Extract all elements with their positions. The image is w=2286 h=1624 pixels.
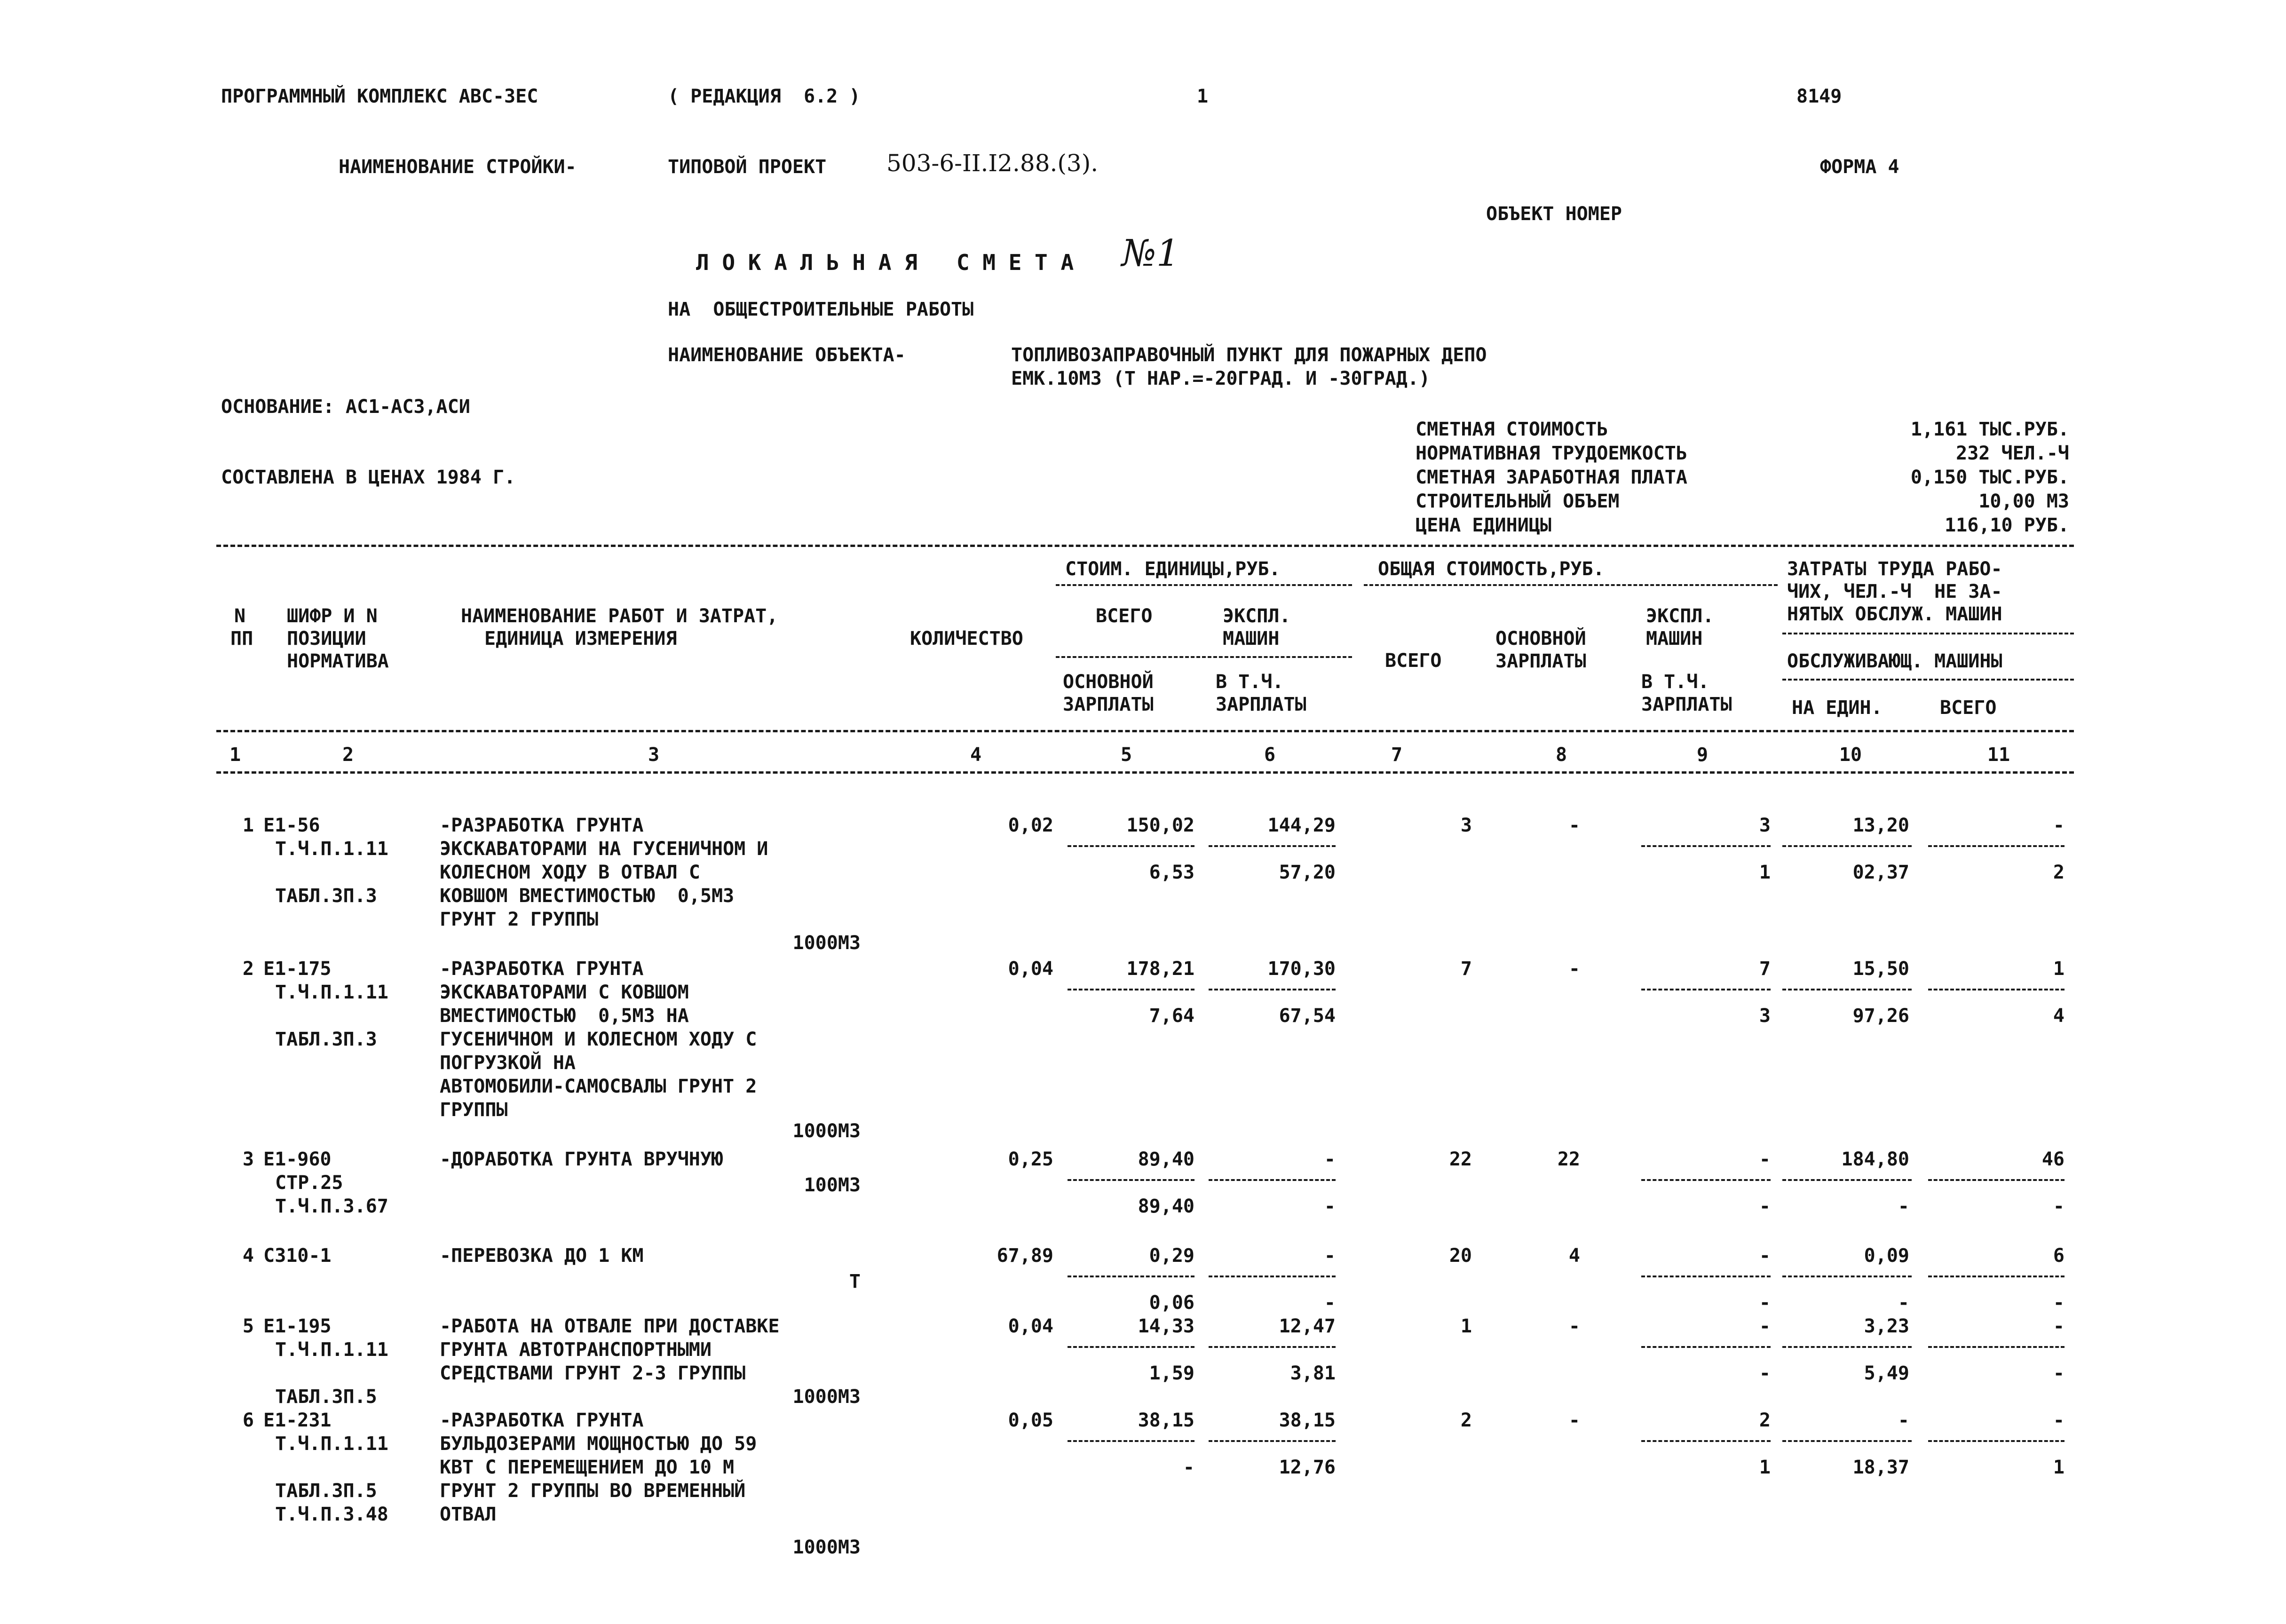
cell-separator — [1641, 1179, 1771, 1181]
cell-labor-total: 1 — [2053, 958, 2065, 980]
col-header-unit-incl-wage: ЗАРПЛАТЫ — [1216, 694, 1306, 715]
rule — [216, 730, 2074, 732]
cell-separator — [1782, 989, 1912, 990]
cell-labor-unit-serv: 5,49 — [1864, 1363, 1909, 1384]
cell-total-wage: 22 — [1557, 1149, 1580, 1170]
row-description: ГРУППЫ — [440, 1099, 508, 1121]
col-number: 11 — [1987, 744, 2010, 766]
cell-unit-machine-wage: 67,54 — [1279, 1005, 1336, 1027]
rule — [1056, 584, 1352, 586]
cell-labor-total: - — [2053, 815, 2065, 836]
row-description: ГУСЕНИЧНОМ И КОЛЕСНОМ ХОДУ С — [440, 1029, 757, 1050]
cell-labor-unit: 184,80 — [1841, 1149, 1909, 1170]
col-header-code: ПОЗИЦИИ — [287, 628, 366, 650]
cell-total-wage: - — [1568, 1410, 1580, 1431]
cell-quantity: 67,89 — [997, 1245, 1053, 1267]
cell-total-wage: - — [1568, 815, 1580, 836]
cell-unit-machine-wage: 3,81 — [1290, 1363, 1336, 1384]
document-code: 8149 — [1796, 86, 1842, 107]
edition: ( РЕДАКЦИЯ 6.2 ) — [668, 86, 861, 107]
cell-unit-machines: - — [1324, 1245, 1336, 1267]
cell-separator — [1209, 1346, 1336, 1348]
cell-separator — [1209, 1179, 1336, 1181]
cell-labor-total: 6 — [2053, 1245, 2065, 1267]
cell-separator — [1068, 1179, 1194, 1181]
row-description: ОТВАЛ — [440, 1504, 497, 1525]
col-number: 10 — [1839, 744, 1862, 766]
document-subtitle: НА ОБЩЕСТРОИТЕЛЬНЫЕ РАБОТЫ — [668, 299, 974, 320]
handwritten-number: №1 — [1122, 232, 1180, 275]
summary-label: ЦЕНА ЕДИНИЦЫ — [1416, 515, 1551, 536]
cell-labor-total-serv: 1 — [2053, 1457, 2065, 1478]
cell-separator — [1068, 845, 1194, 847]
summary-value: 116,10 РУБ. — [1945, 515, 2069, 536]
cell-quantity: 0,25 — [1008, 1149, 1053, 1170]
col-header-unit-total: ВСЕГО — [1096, 605, 1153, 627]
col-header-total-machines: МАШИН — [1646, 628, 1703, 650]
cell-total: 7 — [1460, 958, 1472, 980]
row-reference: Т.Ч.П.1.11 — [275, 838, 388, 860]
cell-unit-wage: - — [1183, 1457, 1194, 1478]
program-name: ПРОГРАММНЫЙ КОМПЛЕКС АВС-3ЕС — [221, 86, 538, 107]
object-number-label: ОБЪЕКТ НОМЕР — [1486, 203, 1622, 225]
row-description: КОЛЕСНОМ ХОДУ В ОТВАЛ С — [440, 862, 700, 883]
cell-quantity: 0,02 — [1008, 815, 1053, 836]
summary-value: 1,161 ТЫС.РУБ. — [1910, 419, 2069, 440]
col-header-unit-cost: СТОИМ. ЕДИНИЦЫ,РУБ. — [1065, 558, 1281, 580]
col-header-name: НАИМЕНОВАНИЕ РАБОТ И ЗАТРАТ, — [461, 605, 778, 627]
col-header-unit-machines: ЭКСПЛ. — [1223, 605, 1291, 627]
row-reference: Т.Ч.П.1.11 — [275, 982, 388, 1003]
cell-total-machine-wage: 3 — [1759, 1005, 1771, 1027]
col-number: 8 — [1555, 744, 1567, 766]
cell-unit-wage: 7,64 — [1149, 1005, 1194, 1027]
col-number: 3 — [648, 744, 660, 766]
cell-separator — [1068, 1346, 1194, 1348]
row-code: Е1-960 — [263, 1149, 332, 1170]
rule — [1056, 656, 1352, 658]
cell-labor-total-serv: 2 — [2053, 862, 2065, 883]
cell-separator — [1209, 845, 1336, 847]
cell-total: 1 — [1460, 1315, 1472, 1337]
row-description: -ПЕРЕВОЗКА ДО 1 КМ — [440, 1245, 644, 1267]
cell-separator — [1782, 1346, 1912, 1348]
col-header-quantity: КОЛИЧЕСТВО — [910, 628, 1023, 650]
object-name-line1: ТОПЛИВОЗАПРАВОЧНЫЙ ПУНКТ ДЛЯ ПОЖАРНЫХ ДЕПО — [1011, 344, 1487, 366]
cell-separator — [1641, 989, 1771, 990]
cell-separator — [1068, 1440, 1194, 1442]
rule — [1364, 584, 1778, 586]
cell-unit-total: 89,40 — [1138, 1149, 1194, 1170]
col-header-total: ВСЕГО — [1385, 650, 1442, 672]
row-unit: 100М3 — [804, 1174, 861, 1196]
cell-separator — [1928, 989, 2065, 990]
cell-total-machine-wage: - — [1759, 1363, 1771, 1384]
row-code: Е1-231 — [263, 1410, 332, 1431]
row-unit: 1000М3 — [792, 1537, 861, 1558]
cell-labor-total-serv: - — [2053, 1363, 2065, 1384]
cell-unit-machine-wage: 12,76 — [1279, 1457, 1336, 1478]
col-header-labor: НЯТЫХ ОБСЛУЖ. МАШИН — [1787, 603, 2002, 625]
row-reference: ТАБЛ.3П.3 — [275, 885, 377, 907]
col-header-total-machines: ЭКСПЛ. — [1646, 605, 1714, 627]
cell-unit-total: 150,02 — [1126, 815, 1194, 836]
row-description: АВТОМОБИЛИ-САМОСВАЛЫ ГРУНТ 2 — [440, 1076, 757, 1097]
col-header-labor-unit: НА ЕДИН. — [1792, 697, 1883, 719]
cell-labor-unit-serv: 02,37 — [1852, 862, 1909, 883]
col-number: 5 — [1120, 744, 1132, 766]
row-description: БУЛЬДОЗЕРАМИ МОЩНОСТЬЮ ДО 59 — [440, 1433, 757, 1455]
row-number: 6 — [242, 1410, 254, 1431]
cell-unit-machines: - — [1324, 1149, 1336, 1170]
row-reference: Т.Ч.П.1.11 — [275, 1433, 388, 1455]
cell-unit-wage: 0,06 — [1149, 1292, 1194, 1314]
cell-separator — [1928, 1346, 2065, 1348]
row-code: Е1-175 — [263, 958, 332, 980]
cell-labor-total-serv: - — [2053, 1292, 2065, 1314]
row-number: 2 — [242, 958, 254, 980]
row-unit: Т — [849, 1271, 861, 1292]
cell-labor-unit-serv: 18,37 — [1852, 1457, 1909, 1478]
row-description: СРЕДСТВАМИ ГРУНТ 2-3 ГРУППЫ — [440, 1363, 746, 1384]
cell-quantity: 0,05 — [1008, 1410, 1053, 1431]
cell-separator — [1928, 1440, 2065, 1442]
cell-labor-unit: 13,20 — [1852, 815, 1909, 836]
cell-unit-total: 38,15 — [1138, 1410, 1194, 1431]
cell-separator — [1641, 1346, 1771, 1348]
summary-value: 10,00 М3 — [1978, 491, 2069, 512]
cell-unit-wage: 89,40 — [1138, 1196, 1194, 1217]
cell-separator — [1782, 845, 1912, 847]
rule — [216, 545, 2074, 547]
row-description: ЭКСКАВАТОРАМИ С КОВШОМ — [440, 982, 689, 1003]
cell-unit-total: 14,33 — [1138, 1315, 1194, 1337]
cell-labor-total: - — [2053, 1315, 2065, 1337]
cell-total-wage: - — [1568, 1315, 1580, 1337]
col-number: 6 — [1264, 744, 1276, 766]
cell-separator — [1209, 1275, 1336, 1277]
col-header-total-incl-wage: В Т.Ч. — [1641, 671, 1709, 693]
summary-label: СТРОИТЕЛЬНЫЙ ОБЪЕМ — [1416, 491, 1620, 512]
row-reference: Т.Ч.П.3.48 — [275, 1504, 388, 1525]
cell-separator — [1641, 1440, 1771, 1442]
row-unit: 1000М3 — [792, 1386, 861, 1408]
cell-quantity: 0,04 — [1008, 958, 1053, 980]
cell-labor-total-serv: 4 — [2053, 1005, 2065, 1027]
row-description: КВТ С ПЕРЕМЕЩЕНИЕМ ДО 10 М — [440, 1457, 735, 1478]
col-header-labor: ЧИХ, ЧЕЛ.-Ч НЕ ЗА- — [1787, 581, 2002, 602]
col-header-unit-wage: ОСНОВНОЙ — [1063, 671, 1154, 693]
row-reference: Т.Ч.П.1.11 — [275, 1339, 388, 1361]
cell-unit-machines: 12,47 — [1279, 1315, 1336, 1337]
row-description: -РАБОТА НА ОТВАЛЕ ПРИ ДОСТАВКЕ — [440, 1315, 780, 1337]
cell-labor-unit: 0,09 — [1864, 1245, 1909, 1267]
col-header-labor-serv: ОБСЛУЖИВАЮЩ. МАШИНЫ — [1787, 650, 2002, 672]
cell-labor-total: 46 — [2041, 1149, 2065, 1170]
form-label: ФОРМА 4 — [1820, 156, 1899, 178]
col-header-total-incl-wage: ЗАРПЛАТЫ — [1641, 694, 1732, 715]
row-description: ВМЕСТИМОСТЬЮ 0,5М3 НА — [440, 1005, 689, 1027]
row-description: ПОГРУЗКОЙ НА — [440, 1052, 576, 1074]
row-reference: ТАБЛ.3П.5 — [275, 1386, 377, 1408]
cell-labor-unit: 3,23 — [1864, 1315, 1909, 1337]
cell-total-wage: 4 — [1568, 1245, 1580, 1267]
page-number: 1 — [1197, 86, 1209, 107]
cell-total-machine-wage: 1 — [1759, 862, 1771, 883]
row-number: 4 — [242, 1245, 254, 1267]
row-reference: ТАБЛ.3П.5 — [275, 1480, 377, 1502]
row-number: 3 — [242, 1149, 254, 1170]
cell-total-machines: - — [1759, 1315, 1771, 1337]
cell-unit-wage: 6,53 — [1149, 862, 1194, 883]
row-number: 1 — [242, 815, 254, 836]
row-reference: СТР.25 — [275, 1172, 343, 1194]
cell-unit-machine-wage: - — [1324, 1196, 1336, 1217]
cell-separator — [1641, 1275, 1771, 1277]
project-label: ТИПОВОЙ ПРОЕКТ — [668, 156, 827, 178]
cell-total-machines: - — [1759, 1149, 1771, 1170]
col-header-labor-total: ВСЕГО — [1940, 697, 1997, 719]
cell-unit-total: 0,29 — [1149, 1245, 1194, 1267]
col-number: 2 — [342, 744, 354, 766]
col-number: 9 — [1696, 744, 1709, 766]
cell-separator — [1068, 989, 1194, 990]
rule — [1782, 679, 2074, 681]
cell-separator — [1928, 845, 2065, 847]
cell-total-machine-wage: 1 — [1759, 1457, 1771, 1478]
row-unit: 1000М3 — [792, 932, 861, 954]
col-header-code: ШИФР И N — [287, 605, 378, 627]
cell-total-machines: 7 — [1759, 958, 1771, 980]
rule — [216, 771, 2074, 774]
cell-unit-wage: 1,59 — [1149, 1363, 1194, 1384]
col-header-unit-machines: МАШИН — [1223, 628, 1280, 650]
row-code: Е1-56 — [263, 815, 320, 836]
cell-labor-total-serv: - — [2053, 1196, 2065, 1217]
col-header-labor: ЗАТРАТЫ ТРУДА РАБО- — [1787, 558, 2002, 580]
cell-total: 20 — [1449, 1245, 1472, 1267]
row-description: ГРУНТ 2 ГРУППЫ — [440, 909, 599, 930]
cell-separator — [1068, 1275, 1194, 1277]
row-description: КОВШОМ ВМЕСТИМОСТЬЮ 0,5М3 — [440, 885, 735, 907]
cell-unit-machines: 144,29 — [1267, 815, 1336, 836]
col-header-n: ПП — [230, 628, 253, 650]
cell-total-machine-wage: - — [1759, 1292, 1771, 1314]
cell-separator — [1209, 1440, 1336, 1442]
rule — [1782, 633, 2074, 634]
document-title: Л О К А Л Ь Н А Я С М Е Т А — [696, 250, 1074, 275]
object-label: НАИМЕНОВАНИЕ ОБЪЕКТА- — [668, 344, 906, 366]
cell-unit-machines: 38,15 — [1279, 1410, 1336, 1431]
summary-label: СМЕТНАЯ ЗАРАБОТНАЯ ПЛАТА — [1416, 467, 1687, 488]
cell-labor-unit-serv: - — [1898, 1292, 1909, 1314]
col-number: 4 — [970, 744, 982, 766]
cell-separator — [1928, 1179, 2065, 1181]
project-number: 503-6-II.I2.88.(3). — [886, 150, 1099, 177]
cell-quantity: 0,04 — [1008, 1315, 1053, 1337]
cell-total: 22 — [1449, 1149, 1472, 1170]
row-description: -ДОРАБОТКА ГРУНТА ВРУЧНУЮ — [440, 1149, 723, 1170]
cell-labor-unit-serv: - — [1898, 1196, 1909, 1217]
cell-unit-machines: 170,30 — [1267, 958, 1336, 980]
row-description: ЭКСКАВАТОРАМИ НА ГУСЕНИЧНОМ И — [440, 838, 768, 860]
cell-total-machine-wage: - — [1759, 1196, 1771, 1217]
col-number: 1 — [229, 744, 241, 766]
price-level: СОСТАВЛЕНА В ЦЕНАХ 1984 Г. — [221, 467, 516, 488]
cell-total: 2 — [1460, 1410, 1472, 1431]
cell-labor-unit-serv: 97,26 — [1852, 1005, 1909, 1027]
col-header-total-wage: ОСНОВНОЙ — [1495, 628, 1586, 650]
row-description: -РАЗРАБОТКА ГРУНТА — [440, 815, 644, 836]
cell-unit-machine-wage: - — [1324, 1292, 1336, 1314]
col-header-total-wage: ЗАРПЛАТЫ — [1495, 650, 1586, 672]
cell-labor-total: - — [2053, 1410, 2065, 1431]
row-code: С310-1 — [263, 1245, 332, 1267]
row-description: -РАЗРАБОТКА ГРУНТА — [440, 958, 644, 980]
col-header-n: N — [234, 605, 246, 627]
basis: ОСНОВАНИЕ: АС1-АС3,АСИ — [221, 396, 470, 418]
cell-total-machines: 3 — [1759, 815, 1771, 836]
cell-separator — [1928, 1275, 2065, 1277]
cell-labor-unit: - — [1898, 1410, 1909, 1431]
cell-unit-machine-wage: 57,20 — [1279, 862, 1336, 883]
object-name-line2: ЕМК.10М3 (Т НАР.=-20ГРАД. И -30ГРАД.) — [1011, 368, 1431, 389]
cell-labor-unit: 15,50 — [1852, 958, 1909, 980]
construction-label: НАИМЕНОВАНИЕ СТРОЙКИ- — [339, 156, 577, 178]
cell-unit-total: 178,21 — [1126, 958, 1194, 980]
row-reference: Т.Ч.П.3.67 — [275, 1196, 388, 1217]
summary-label: НОРМАТИВНАЯ ТРУДОЕМКОСТЬ — [1416, 443, 1687, 464]
row-description: ГРУНТ 2 ГРУППЫ ВО ВРЕМЕННЫЙ — [440, 1480, 746, 1502]
summary-label: СМЕТНАЯ СТОИМОСТЬ — [1416, 419, 1608, 440]
cell-total-machines: 2 — [1759, 1410, 1771, 1431]
cell-separator — [1782, 1179, 1912, 1181]
cell-total: 3 — [1460, 815, 1472, 836]
cell-total-wage: - — [1568, 958, 1580, 980]
row-description: -РАЗРАБОТКА ГРУНТА — [440, 1410, 644, 1431]
cell-separator — [1641, 845, 1771, 847]
row-number: 5 — [242, 1315, 254, 1337]
summary-value: 232 ЧЕЛ.-Ч — [1956, 443, 2069, 464]
row-unit: 1000М3 — [792, 1120, 861, 1142]
col-header-total-cost: ОБЩАЯ СТОИМОСТЬ,РУБ. — [1378, 558, 1605, 580]
cell-separator — [1209, 989, 1336, 990]
row-description: ГРУНТА АВТОТРАНСПОРТНЫМИ — [440, 1339, 712, 1361]
col-header-code: НОРМАТИВА — [287, 650, 389, 672]
cell-separator — [1782, 1440, 1912, 1442]
summary-value: 0,150 ТЫС.РУБ. — [1910, 467, 2069, 488]
col-number: 7 — [1391, 744, 1403, 766]
col-header-unit-incl-wage: В Т.Ч. — [1216, 671, 1284, 693]
cell-total-machines: - — [1759, 1245, 1771, 1267]
row-code: Е1-195 — [263, 1315, 332, 1337]
row-reference: ТАБЛ.3П.3 — [275, 1029, 377, 1050]
col-header-unit-wage: ЗАРПЛАТЫ — [1063, 694, 1154, 715]
col-header-name: ЕДИНИЦА ИЗМЕРЕНИЯ — [484, 628, 677, 650]
cell-separator — [1782, 1275, 1912, 1277]
